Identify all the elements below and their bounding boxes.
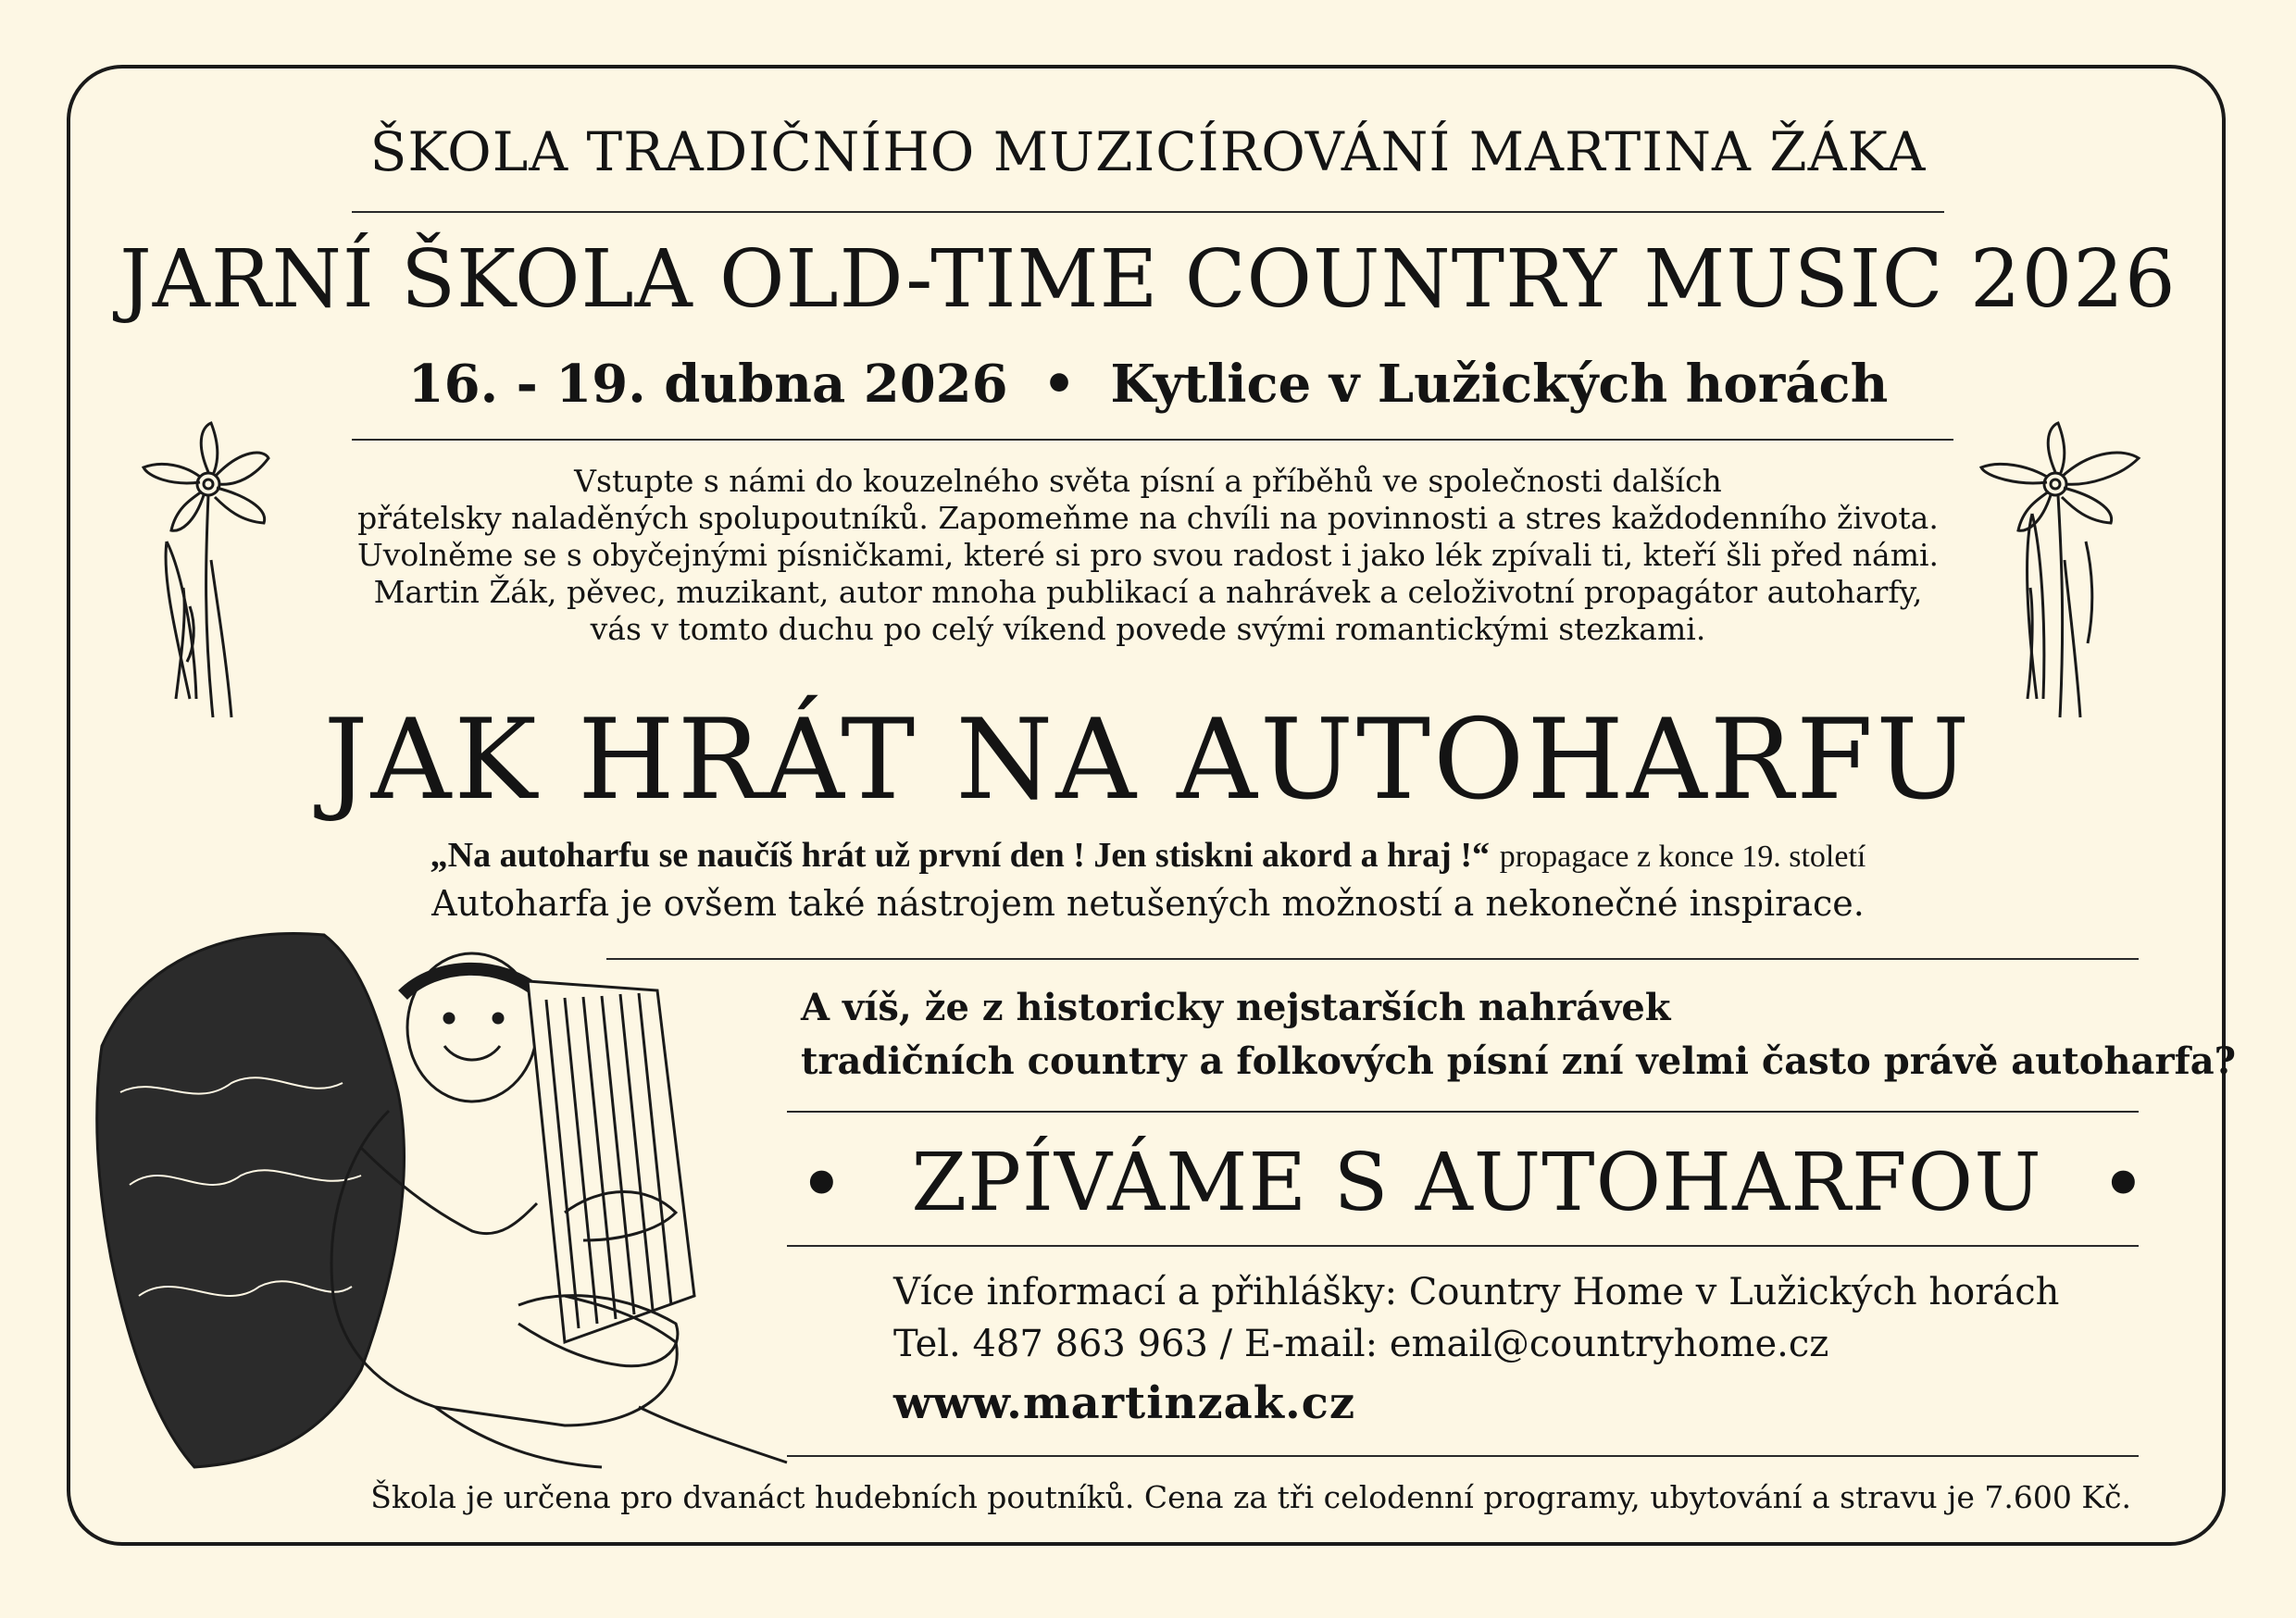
intro-line: Vstupte s námi do kouzelného světa písní a příběhů ve společnosti dalších [574,463,1722,499]
event-dates-location [0,354,2296,415]
divider-question [787,1111,2139,1113]
autoharp-player-illustration [83,907,824,1472]
school-name: ŠKOLA TRADIČNÍHO MUZICÍROVÁNÍ MARTINA ŽÁKA [369,120,1927,183]
contact-block [893,1266,2059,1429]
contact-phone-email[interactable]: Tel. 487 863 963 / E-mail: email@countryhome.cz [893,1323,1829,1365]
zpivame-bullet-left: • [798,1139,845,1231]
zpivame-bullet-right: • [2100,1139,2147,1231]
contact-info: Více informací a přihlášky: Country Home v Lužických horách [893,1271,2060,1313]
event-location: Kytlice v Lužických horách [1110,354,1889,415]
quote-source: propagace z konce 19. století [1499,840,1866,874]
price-footer: Škola je určena pro dvanáct hudebních poutníků. Cena za tři celodenní programy, ubytování a stravu je 7.600 Kč. [370,1479,2131,1515]
course-heading: JAK HRÁT NA AUTOHARFU [323,696,1973,825]
divider-dates [352,439,1953,441]
autoharp-quote: „Na autoharfu se naučíš hrát už první den ! Jen stiskni akord a hraj !“ [430,836,1490,875]
question-line-1: A víš, že z historicky nejstarších nahrávek [801,986,1671,1029]
event-title: JARNÍ ŠKOLA OLD-TIME COUNTRY MUSIC 2026 [119,233,2177,326]
divider-school [352,211,1944,213]
divider-inspiration [606,958,2139,960]
divider-footer [787,1455,2139,1457]
event-dates: 16. - 19. dubna 2026 [407,354,1008,415]
website-link[interactable]: www.martinzak.cz [893,1377,1356,1429]
inspiration-text: Autoharfa je ovšem také nástrojem netušených možností a nekonečné inspirace. [431,883,1865,924]
dates-bullet: • [1042,354,1076,415]
divider-singing [787,1245,2139,1247]
question-line-2: tradičních country a folkových písní zní velmi často právě autoharfa? [801,1039,2237,1083]
history-question [801,981,2236,1089]
singing-heading: ZPÍVÁME S AUTOHARFOU [911,1137,2042,1229]
intro-line: vás v tomto duchu po celý víkend povede svými romantickými stezkami. [590,611,1706,647]
intro-line: Uvolněme se s obyčejnými písničkami, které si pro svou radost i jako lék zpívali ti, kteří šli před námi. [356,537,1940,573]
quote-line [0,835,2296,876]
intro-line: Martin Žák, pěvec, muzikant, autor mnoha publikací a nahrávek a celoživotní propagátor autoharfy, [373,574,1923,610]
intro-paragraph [0,463,2296,648]
intro-line: přátelsky naladěných spolupoutníků. Zapomeňme na chvíli na povinnosti a stres každodenního života. [357,500,1939,536]
